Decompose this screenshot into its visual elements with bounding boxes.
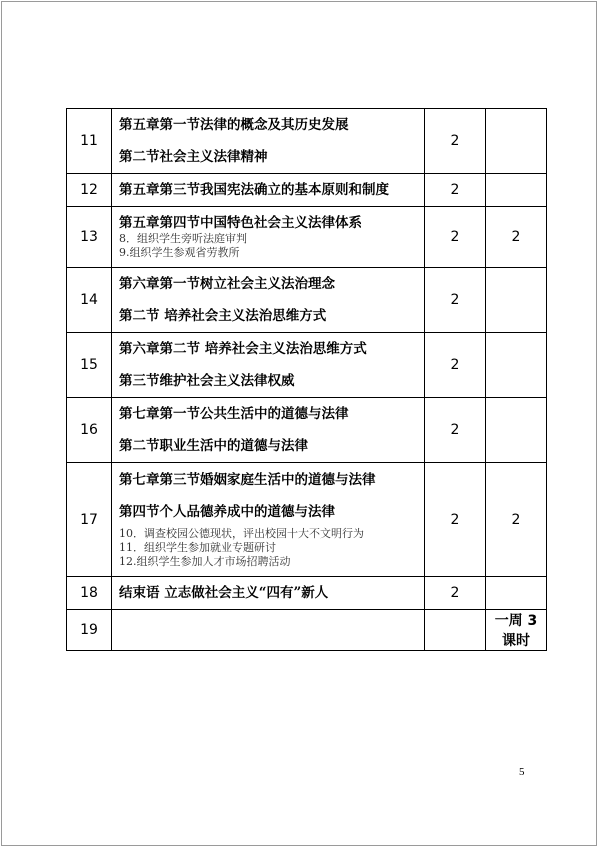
row-number: 18 (67, 577, 112, 610)
table-row (67, 610, 547, 651)
row-number: 11 (67, 109, 112, 174)
row-number: 17 (67, 463, 112, 577)
table-body (67, 109, 547, 651)
lecture-hours: 2 (425, 577, 486, 610)
row-number: 15 (67, 333, 112, 398)
practice-activity: 10．调查校园公德现状，评出校园十大不文明行为 (119, 526, 364, 540)
lesson-title: 结束语 立志做社会主义“四有”新人 (119, 585, 329, 601)
practice-hours (486, 333, 547, 398)
table-row (67, 109, 547, 174)
practice-activity: 9.组织学生参观省劳教所 (119, 246, 240, 259)
row-number: 12 (67, 174, 112, 207)
lesson-content (112, 463, 425, 577)
table-row (67, 577, 547, 610)
lesson-content (112, 577, 425, 610)
row-number: 16 (67, 398, 112, 463)
row-number: 14 (67, 268, 112, 333)
lesson-title: 第六章第一节树立社会主义法治理念 (119, 276, 335, 292)
lesson-title: 第七章第三节婚姻家庭生活中的道德与法律 (119, 471, 376, 488)
lesson-content (112, 333, 425, 398)
lecture-hours: 2 (425, 398, 486, 463)
lesson-title: 第四节个人品德养成中的道德与法律 (119, 503, 335, 520)
practice-activity: 11．组织学生参加就业专题研讨 (119, 540, 276, 554)
lecture-hours: 2 (425, 333, 486, 398)
practice-hours: 2 (486, 207, 547, 268)
lecture-hours: 2 (425, 463, 486, 577)
lecture-hours: 2 (425, 268, 486, 333)
page-number: 5 (519, 766, 525, 778)
lesson-content (112, 398, 425, 463)
practice-hours: 2 (486, 463, 547, 577)
table-row (67, 398, 547, 463)
practice-hours (486, 577, 547, 610)
lesson-content (112, 268, 425, 333)
schedule-table (66, 108, 547, 651)
table-row (67, 463, 547, 577)
lesson-title: 第五章第四节中国特色社会主义法律体系 (119, 215, 362, 231)
lesson-title: 第二节 培养社会主义法治思维方式 (119, 308, 327, 324)
lesson-content (112, 207, 425, 268)
lesson-title: 第二节职业生活中的道德与法律 (119, 438, 308, 454)
lecture-hours: 2 (425, 109, 486, 174)
lesson-title: 第五章第三节我国宪法确立的基本原则和制度 (119, 182, 389, 198)
practice-hours (486, 398, 547, 463)
table-row (67, 174, 547, 207)
lesson-content (112, 109, 425, 174)
lecture-hours: 2 (425, 174, 486, 207)
table-row (67, 333, 547, 398)
table-row (67, 207, 547, 268)
lesson-content (112, 174, 425, 207)
practice-hours: 一周 3 课时 (486, 610, 547, 651)
table-row (67, 268, 547, 333)
practice-hours (486, 268, 547, 333)
practice-activity: 12.组织学生参加人才市场招聘活动 (119, 554, 291, 568)
practice-hours (486, 174, 547, 207)
lecture-hours: 2 (425, 207, 486, 268)
row-number: 13 (67, 207, 112, 268)
lesson-title: 第三节维护社会主义法律权威 (119, 373, 295, 389)
lesson-title: 第五章第一节法律的概念及其历史发展 (119, 117, 349, 133)
row-number: 19 (67, 610, 112, 651)
lesson-title: 第二节社会主义法律精神 (119, 149, 268, 165)
practice-hours (486, 109, 547, 174)
practice-activity: 8．组织学生旁听法庭审判 (119, 232, 247, 245)
lesson-title: 第七章第一节公共生活中的道德与法律 (119, 406, 349, 422)
lesson-content (112, 610, 425, 651)
lecture-hours (425, 610, 486, 651)
lesson-title: 第六章第二节 培养社会主义法治思维方式 (119, 341, 367, 357)
